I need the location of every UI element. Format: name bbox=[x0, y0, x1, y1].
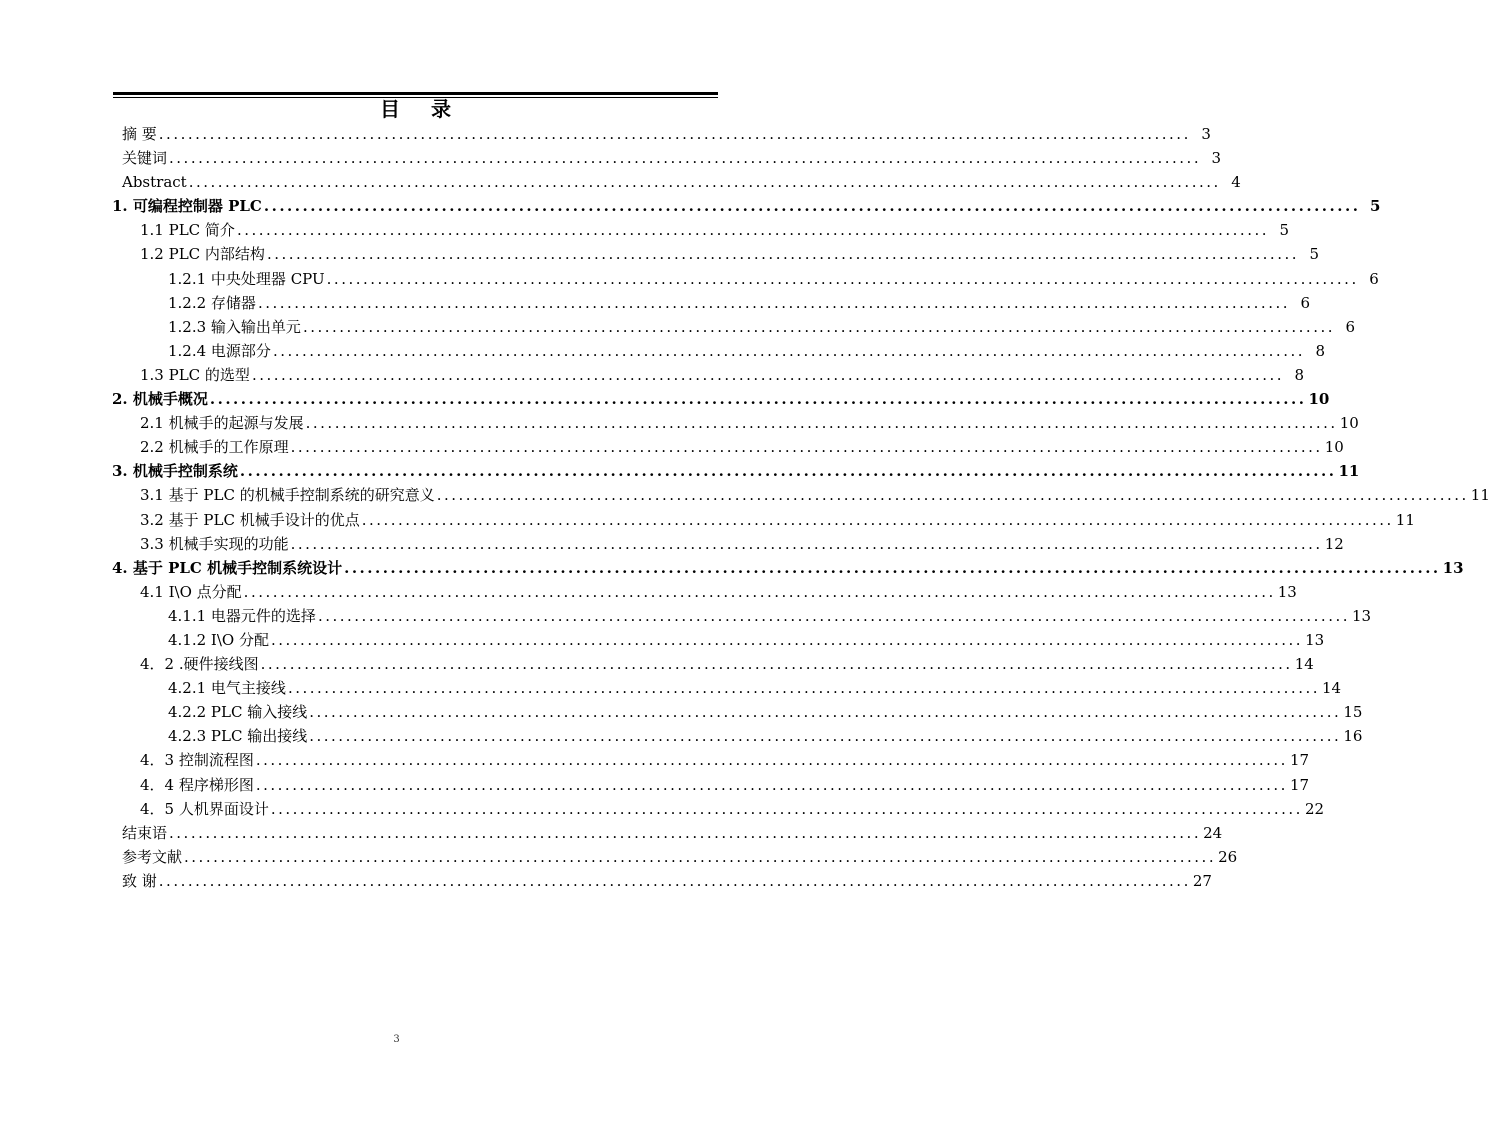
toc-entry-label: 4.1.1 电器元件的选择 bbox=[168, 606, 316, 625]
toc-entry-page: 13 bbox=[1442, 558, 1464, 577]
toc-entry-page: 10 bbox=[1308, 390, 1330, 409]
toc-entry[interactable] bbox=[112, 411, 1359, 435]
toc-entry[interactable] bbox=[112, 483, 1490, 507]
toc-entry-label: 4．2 .硬件接线图 bbox=[140, 655, 259, 674]
toc-entry[interactable] bbox=[112, 676, 1342, 700]
toc-entry[interactable] bbox=[112, 797, 1325, 821]
toc-entry-label: 1.2 PLC 内部结构 bbox=[140, 245, 265, 264]
toc-entry-page: 6 bbox=[1369, 269, 1379, 288]
toc-entry-label: 4．4 程序梯形图 bbox=[140, 775, 254, 794]
toc-entry[interactable] bbox=[112, 652, 1314, 676]
toc-entry-page: 6 bbox=[1345, 317, 1356, 336]
toc-leader-dots: .............................................................................................................................................. bbox=[209, 390, 1307, 409]
toc-entry-label: 3. 机械手控制系统 bbox=[112, 462, 238, 481]
toc-entry-label: 3.2 基于 PLC 机械手设计的优点 bbox=[140, 510, 360, 529]
toc-entry-page: 17 bbox=[1289, 775, 1310, 794]
toc-entry[interactable] bbox=[112, 122, 1211, 146]
toc-entry-page: 10 bbox=[1324, 438, 1344, 457]
toc-entry[interactable] bbox=[112, 700, 1363, 724]
toc-entry-label: 结束语 bbox=[122, 823, 168, 842]
toc-leader-dots: .............................................................................................................................................. bbox=[239, 462, 1337, 481]
toc-entry[interactable] bbox=[112, 387, 1330, 411]
toc-entry[interactable] bbox=[112, 267, 1379, 291]
toc-entry-label: 4.2.1 电气主接线 bbox=[168, 679, 286, 698]
toc-entry-label: 摘 要 bbox=[122, 125, 157, 143]
toc-entry-label: 2.1 机械手的起源与发展 bbox=[140, 414, 304, 433]
toc-entry-label: 4.1.2 I\O 分配 bbox=[168, 630, 269, 649]
toc-entry[interactable] bbox=[112, 869, 1212, 893]
toc-entry[interactable] bbox=[112, 845, 1238, 869]
toc-leader-dots: .............................................................................................................................................. bbox=[255, 775, 1288, 794]
page-number: 3 bbox=[393, 1034, 400, 1045]
toc-leader-dots: .............................................................................................................................................. bbox=[317, 606, 1351, 625]
toc-leader-dots: .............................................................................................................................................. bbox=[184, 847, 1217, 866]
toc-entry[interactable] bbox=[112, 363, 1305, 387]
toc-leader-dots: .............................................................................................................................................. bbox=[236, 221, 1270, 240]
toc-leader-dots: .............................................................................................................................................. bbox=[436, 486, 1469, 505]
toc-title: 目 录 bbox=[380, 97, 463, 121]
toc-leader-dots: .............................................................................................................................................. bbox=[290, 438, 1323, 457]
toc-entry-page: 6 bbox=[1300, 293, 1311, 312]
toc-leader-dots: .............................................................................................................................................. bbox=[344, 558, 1441, 577]
toc-entry[interactable] bbox=[112, 773, 1310, 797]
toc-entry-label: 4.2.3 PLC 输出接线 bbox=[168, 727, 308, 746]
toc-entry[interactable] bbox=[112, 748, 1310, 772]
toc-leader-dots: .............................................................................................................................................. bbox=[272, 341, 1306, 360]
toc-leader-dots: .............................................................................................................................................. bbox=[251, 365, 1285, 384]
toc-entry-label: Abstract bbox=[122, 173, 187, 192]
toc-leader-dots: .............................................................................................................................................. bbox=[309, 727, 1342, 746]
toc-entry-label: 4.1 I\O 点分配 bbox=[140, 582, 242, 601]
toc-entry-label: 1.3 PLC 的选型 bbox=[140, 365, 250, 384]
table-of-contents bbox=[112, 122, 1490, 893]
toc-entry[interactable] bbox=[112, 628, 1325, 652]
toc-leader-dots: .............................................................................................................................................. bbox=[270, 630, 1304, 649]
toc-leader-dots: .............................................................................................................................................. bbox=[305, 414, 1338, 433]
toc-leader-dots: .............................................................................................................................................. bbox=[169, 823, 1202, 842]
toc-leader-dots: .............................................................................................................................................. bbox=[255, 751, 1288, 770]
toc-entry[interactable] bbox=[112, 435, 1344, 459]
toc-entry[interactable] bbox=[112, 194, 1381, 218]
toc-entry-label: 1.2.2 存储器 bbox=[168, 293, 256, 312]
toc-entry-page: 13 bbox=[1352, 606, 1372, 625]
toc-entry-label: 1. 可编程控制器 PLC bbox=[112, 197, 262, 216]
toc-entry-page: 4 bbox=[1231, 173, 1241, 192]
toc-entry-page: 16 bbox=[1343, 727, 1363, 746]
toc-entry-label: 关键词 bbox=[122, 149, 168, 168]
toc-entry-page: 5 bbox=[1309, 245, 1320, 264]
toc-entry-label: 2.2 机械手的工作原理 bbox=[140, 438, 289, 457]
toc-entry[interactable] bbox=[112, 821, 1223, 845]
toc-entry[interactable] bbox=[112, 339, 1326, 363]
toc-entry-page: 14 bbox=[1322, 679, 1342, 698]
toc-entry-label: 4.2.2 PLC 输入接线 bbox=[168, 703, 308, 722]
toc-entry-page: 14 bbox=[1294, 655, 1314, 674]
toc-entry-label: 致 谢 bbox=[122, 871, 157, 890]
toc-entry-page: 17 bbox=[1289, 751, 1310, 770]
toc-leader-dots: .............................................................................................................................................. bbox=[169, 149, 1202, 168]
toc-entry-label: 1.1 PLC 简介 bbox=[140, 221, 235, 240]
toc-entry[interactable] bbox=[112, 580, 1297, 604]
toc-leader-dots: .............................................................................................................................................. bbox=[266, 245, 1300, 264]
toc-entry-page: 3 bbox=[1211, 149, 1222, 168]
toc-entry-label: 1.2.4 电源部分 bbox=[168, 341, 271, 360]
toc-entry[interactable] bbox=[112, 146, 1222, 170]
toc-leader-dots: .............................................................................................................................................. bbox=[326, 269, 1359, 288]
toc-entry[interactable] bbox=[112, 315, 1356, 339]
toc-entry[interactable] bbox=[112, 556, 1464, 580]
toc-entry-page: 24 bbox=[1203, 823, 1223, 842]
toc-leader-dots: .............................................................................................................................................. bbox=[270, 799, 1303, 818]
toc-entry-page: 11 bbox=[1470, 486, 1490, 505]
toc-entry-page: 11 bbox=[1338, 462, 1360, 481]
toc-entry-label: 3.1 基于 PLC 的机械手控制系统的研究意义 bbox=[140, 486, 435, 505]
toc-entry[interactable] bbox=[112, 459, 1360, 483]
toc-entry-page: 5 bbox=[1370, 197, 1381, 216]
toc-entry-label: 4．5 人机界面设计 bbox=[140, 799, 269, 818]
toc-entry-label: 3.3 机械手实现的功能 bbox=[140, 534, 289, 553]
toc-entry-page: 13 bbox=[1305, 630, 1325, 649]
toc-entry-label: 4．3 控制流程图 bbox=[140, 751, 254, 770]
toc-entry-label: 参考文献 bbox=[122, 847, 183, 866]
toc-entry-page: 12 bbox=[1324, 534, 1344, 553]
toc-entry[interactable] bbox=[112, 170, 1241, 194]
toc-entry-page: 3 bbox=[1201, 125, 1211, 143]
toc-entry[interactable] bbox=[112, 532, 1344, 556]
toc-entry-page: 13 bbox=[1277, 582, 1297, 601]
toc-entry-page: 5 bbox=[1279, 221, 1290, 240]
toc-entry-label: 1.2.1 中央处理器 CPU bbox=[168, 269, 325, 288]
toc-entry-page: 15 bbox=[1343, 703, 1363, 722]
toc-entry-page: 26 bbox=[1218, 847, 1238, 866]
toc-leader-dots: .............................................................................................................................................. bbox=[302, 317, 1336, 336]
toc-leader-dots: .............................................................................................................................................. bbox=[309, 703, 1342, 722]
toc-entry[interactable] bbox=[112, 291, 1311, 315]
toc-leader-dots: .............................................................................................................................................. bbox=[188, 173, 1221, 192]
toc-entry[interactable] bbox=[112, 604, 1372, 628]
toc-entry-page: 22 bbox=[1304, 799, 1325, 818]
toc-entry-page: 11 bbox=[1395, 510, 1415, 529]
toc-leader-dots: .............................................................................................................................................. bbox=[263, 197, 1361, 216]
toc-leader-dots: .............................................................................................................................................. bbox=[361, 510, 1394, 529]
toc-entry[interactable] bbox=[112, 724, 1363, 748]
toc-entry[interactable] bbox=[112, 242, 1320, 266]
toc-leader-dots: .............................................................................................................................................. bbox=[257, 293, 1291, 312]
toc-leader-dots: .............................................................................................................................................. bbox=[290, 534, 1323, 553]
toc-leader-dots: .............................................................................................................................................. bbox=[243, 582, 1276, 601]
toc-entry-page: 8 bbox=[1315, 341, 1326, 360]
toc-leader-dots: .............................................................................................................................................. bbox=[158, 871, 1191, 890]
toc-entry-page: 10 bbox=[1339, 414, 1359, 433]
toc-entry[interactable] bbox=[112, 218, 1290, 242]
toc-leader-dots: .............................................................................................................................................. bbox=[158, 125, 1191, 143]
toc-entry-page: 27 bbox=[1192, 871, 1212, 890]
toc-leader-dots: .............................................................................................................................................. bbox=[260, 655, 1293, 674]
toc-entry-label: 1.2.3 输入输出单元 bbox=[168, 317, 301, 336]
toc-entry-label: 4. 基于 PLC 机械手控制系统设计 bbox=[112, 558, 343, 577]
toc-entry[interactable] bbox=[112, 508, 1415, 532]
toc-leader-dots: .............................................................................................................................................. bbox=[287, 679, 1321, 698]
toc-entry-page: 8 bbox=[1294, 365, 1305, 384]
toc-entry-label: 2. 机械手概况 bbox=[112, 390, 208, 409]
header-rule-thick bbox=[113, 92, 718, 95]
